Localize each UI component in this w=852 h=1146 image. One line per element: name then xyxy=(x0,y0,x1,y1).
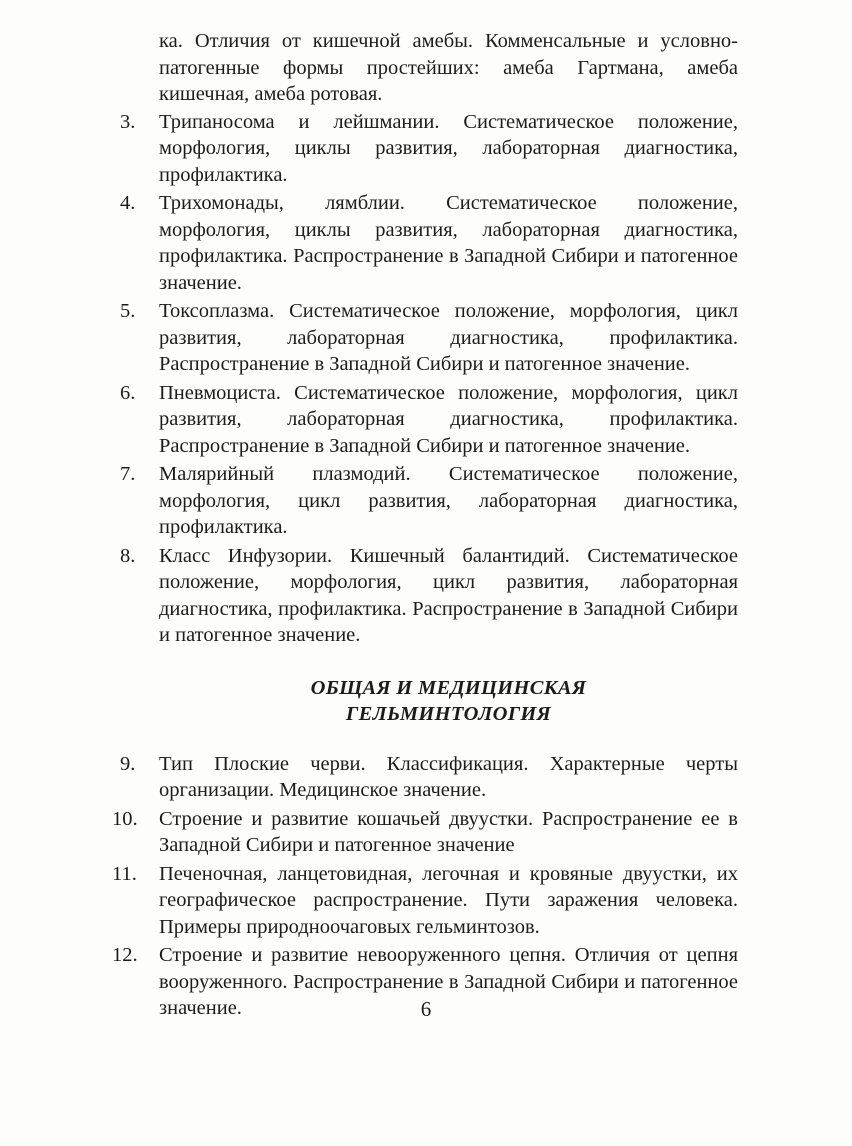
list-item-number: 6. xyxy=(120,381,136,404)
list-item-text: Пневмоциста. Систематическое положение, морфология, цикл развития, лабораторная диагностика, профилактика. Распространение в Западной Сибири и патогенное значение. xyxy=(159,381,738,457)
list-item-text: Класс Инфузории. Кишечный балантидий. Систематическое положение, морфология, цикл развития, лабораторная диагностика, профилактика. Распространение в Западной Сибири и патогенное значение. xyxy=(159,544,738,646)
list-item-text: Малярийный плазмодий. Систематическое положение, морфология, цикл развития, лабораторная диагностика, профилактика. xyxy=(159,463,738,538)
list-item-text: Трихомонады, лямблии. Систематическое положение, морфология, циклы развития, лабораторная диагностика, профилактика. Распространение в Западной Сибири и патогенное значение. xyxy=(159,192,738,294)
list-item xyxy=(112,109,738,189)
list-item-text: Тип Плоские черви. Классификация. Характерные черты организации. Медицинское значение. xyxy=(159,752,738,801)
list-item-number: 11. xyxy=(112,862,137,885)
list-item-text: Токсоплазма. Систематическое положение, морфология, цикл развития, лабораторная диагностика, профилактика. Распространение в Западной Сибири и патогенное значение. xyxy=(159,300,738,375)
list-item-text: Строение и развитие невооруженного цепня. Отличия от цепня вооруженного. Распространение в Западной Сибири и патогенное значение. xyxy=(159,944,738,1019)
list-item-text: Печеночная, ланцетовидная, легочная и кровяные двуустки, их географическое распространение. Пути заражения человека. Примеры природноочаговых гельминтозов. xyxy=(159,862,738,938)
list-item-number: 3. xyxy=(120,110,136,133)
section-heading xyxy=(159,675,738,727)
list-item-number: 12. xyxy=(112,944,138,966)
list-item-text: Трипаносома и лейшмании. Систематическое положение, морфология, циклы развития, лабораторная диагностика, профилактика. xyxy=(159,110,738,186)
list-item-number: 8. xyxy=(120,544,136,567)
list-item xyxy=(112,806,738,859)
list-item xyxy=(112,861,738,941)
list-item-number: 10. xyxy=(112,807,138,830)
list-item xyxy=(112,543,738,649)
list-item-number: 5. xyxy=(120,300,136,322)
list-item xyxy=(112,461,738,541)
list-item xyxy=(112,298,738,378)
list-item-number: 9. xyxy=(120,752,136,775)
list-item-text: Строение и развитие кошачьей двуустки. Распространение ее в Западной Сибири и патогенное значение xyxy=(159,807,738,856)
continuation-paragraph: ка. Отличия от кишечной амебы. Комменсальные и условно-патогенные формы простейших: амеба Гартмана, амеба кишечная, амеба ротовая. xyxy=(159,30,738,105)
list-item xyxy=(112,190,738,296)
list-item-number: 4. xyxy=(120,192,136,214)
section-heading-line: ГЕЛЬМИНТОЛОГИЯ xyxy=(345,702,552,725)
list-item xyxy=(112,380,738,460)
section-heading-line: ОБЩАЯ И МЕДИЦИНСКАЯ xyxy=(310,676,587,699)
list-item-number: 7. xyxy=(120,463,136,485)
page-number: 6 xyxy=(420,997,432,1021)
page-content xyxy=(112,28,738,1024)
list-item xyxy=(112,751,738,804)
